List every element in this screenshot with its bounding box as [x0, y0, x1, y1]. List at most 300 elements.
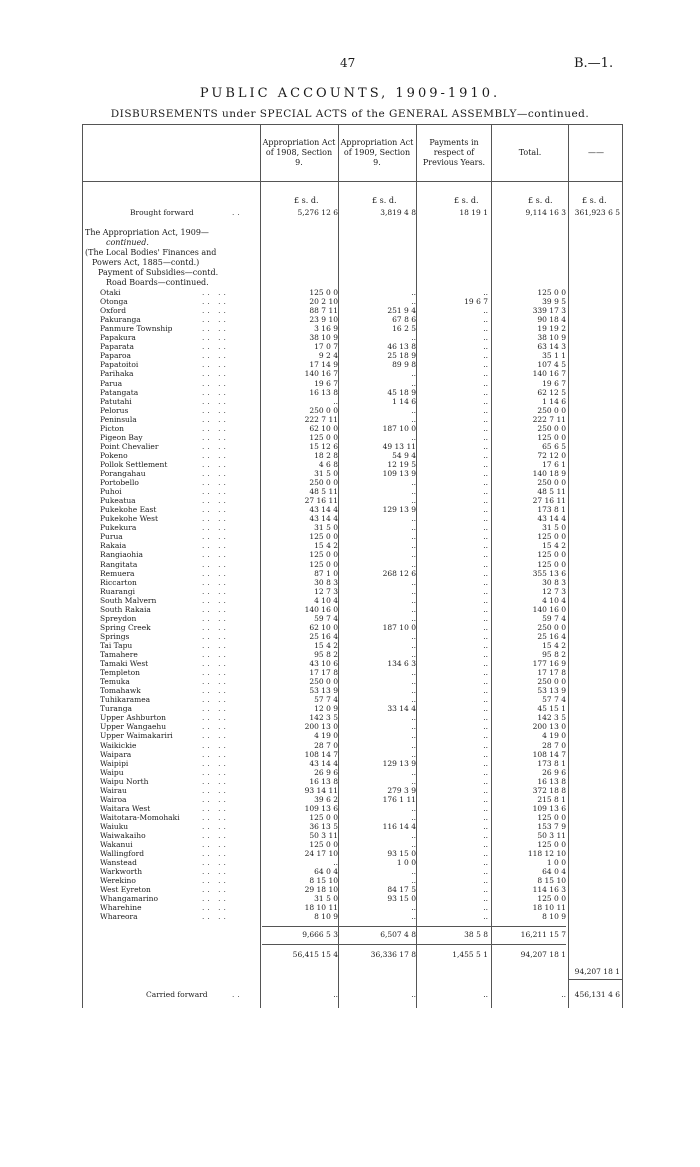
amount-cell: 125 0 0 [537, 559, 566, 569]
amount-cell: .. [483, 595, 488, 605]
amount-cell: .. [411, 378, 416, 388]
section-heading-powers-act: Powers Act, 1885—contd.) [92, 258, 200, 267]
amount-cell: 18 10 11 [304, 903, 338, 913]
table-row [82, 867, 622, 876]
subtotal-rule [262, 926, 566, 927]
amount-cell: 35 1 1 [542, 351, 566, 361]
amount-cell: 16 13 8 [309, 387, 338, 397]
leader-dots: .. .. [202, 758, 229, 768]
leader-dots: .. .. [202, 369, 229, 379]
amount-cell: 12 7 3 [542, 586, 566, 596]
road-board-name: Wakanui [100, 840, 133, 850]
amount-cell: .. [483, 288, 488, 297]
amount-cell: 27 16 11 [532, 496, 566, 506]
amount-cell: .. [411, 776, 416, 786]
road-board-name: Tamahere [100, 650, 138, 659]
road-board-name: Waikickie [100, 740, 137, 750]
column-header-previous-years: Payments in respect of Previous Years. [422, 138, 486, 167]
amount-cell: .. [483, 695, 488, 705]
leader-dots: .. .. [202, 315, 229, 325]
leader-dots: .. .. [202, 912, 229, 922]
table-row [82, 388, 622, 397]
table-right-rule [622, 124, 623, 1008]
table-row [82, 795, 622, 804]
column-header-appropriation-1908: Appropriation Act of 1908, Section 9. [262, 138, 336, 167]
table-row [82, 469, 622, 478]
leader-dots: .. .. [202, 894, 229, 904]
road-board-name: Pukeatua [100, 496, 136, 506]
leader-dots: .. .. [202, 550, 229, 560]
table-row [82, 442, 622, 451]
road-board-name: Werekino [100, 876, 136, 886]
amount-cell: .. [411, 559, 416, 569]
table-row [82, 876, 622, 885]
table-row [82, 650, 622, 659]
amount-cell: .. [411, 604, 416, 614]
road-board-name: Springs [100, 631, 130, 641]
road-board-name: Whangamarino [100, 894, 159, 904]
amount-cell: 8 15 10 [309, 876, 338, 886]
amount-cell: 250 0 0 [309, 478, 338, 488]
leader-dots: .. .. [202, 767, 229, 777]
amount-cell: .. [483, 324, 488, 334]
amount-cell: .. [411, 840, 416, 850]
amount-cell: .. [483, 722, 488, 732]
amount-cell: 28 7 0 [542, 740, 566, 750]
table-row [82, 433, 622, 442]
carried-forward-1909: .. [411, 990, 416, 999]
amount-cell: 268 12 6 [382, 568, 416, 578]
table-row [82, 306, 622, 315]
road-board-name: Pukekura [100, 523, 137, 533]
road-board-name: Oxford [100, 306, 127, 316]
amount-cell: .. [483, 803, 488, 813]
table-row [82, 813, 622, 822]
amount-cell: 279 3 9 [387, 785, 416, 795]
leader-dots: .. .. [202, 903, 229, 913]
amount-cell: .. [411, 640, 416, 650]
road-board-name: Rangitata [100, 559, 138, 569]
table-row [82, 894, 622, 903]
road-board-name: Parihaka [100, 369, 134, 379]
amount-cell: .. [411, 532, 416, 542]
amount-cell: .. [483, 541, 488, 551]
amount-cell: 1 0 0 [396, 858, 416, 868]
amount-cell: 62 12 5 [537, 387, 566, 397]
unit-label: £ s. d. [372, 196, 397, 205]
amount-cell: .. [483, 550, 488, 560]
road-board-name: Pollok Settlement [100, 459, 168, 469]
amount-cell: .. [411, 514, 416, 524]
amount-cell: 109 13 9 [382, 469, 416, 478]
amount-cell: 251 9 4 [387, 306, 416, 316]
table-row [82, 659, 622, 668]
amount-cell: 140 16 0 [304, 604, 338, 614]
road-board-name: Otaki [100, 288, 121, 297]
road-board-name: Pakuranga [100, 315, 141, 325]
amount-cell: .. [483, 351, 488, 361]
amount-cell: 59 7 4 [542, 613, 566, 623]
amount-cell: 125 0 0 [537, 840, 566, 850]
amount-cell: 173 8 1 [537, 505, 566, 515]
amount-cell: .. [483, 677, 488, 687]
amount-cell: .. [483, 876, 488, 886]
amount-cell: 125 0 0 [537, 812, 566, 822]
amount-cell: .. [411, 405, 416, 415]
table-row [82, 451, 622, 460]
amount-cell: 19 6 7 [314, 378, 338, 388]
amount-cell: 89 9 8 [392, 360, 416, 370]
amount-cell: 25 18 9 [387, 351, 416, 361]
amount-cell: .. [483, 369, 488, 379]
road-board-name: Rangiaohia [100, 550, 144, 560]
amount-cell: 57 7 4 [314, 695, 338, 705]
leader-dots: .. .. [202, 803, 229, 813]
leader-dots: .. .. [202, 324, 229, 334]
amount-cell: .. [483, 505, 488, 515]
table-row [82, 840, 622, 849]
column-header-appropriation-1909: Appropriation Act of 1909, Section 9. [340, 138, 414, 167]
leader-dots: .. .. [202, 695, 229, 705]
disbursements-table [82, 124, 622, 1024]
section-heading-road-boards: Road Boards—continued. [106, 278, 209, 287]
amount-cell: .. [411, 831, 416, 840]
road-board-name: Tamaki West [100, 659, 149, 669]
amount-cell: .. [483, 894, 488, 904]
amount-cell: 140 16 7 [304, 369, 338, 379]
amount-cell: 339 17 3 [532, 306, 566, 316]
amount-cell: .. [483, 849, 488, 859]
table-row [82, 379, 622, 388]
table-row [82, 903, 622, 912]
amount-cell: 125 0 0 [309, 559, 338, 569]
table-row [82, 587, 622, 596]
amount-cell: 108 14 7 [304, 749, 338, 759]
subtotal-1908: 9,666 5 3 [302, 930, 338, 939]
leader-dots: .. .. [202, 378, 229, 388]
amount-cell: .. [483, 469, 488, 478]
amount-cell: 16 13 8 [537, 776, 566, 786]
amount-cell: 53 13 9 [309, 686, 338, 696]
amount-cell: .. [483, 586, 488, 596]
amount-cell: 125 0 0 [309, 288, 338, 297]
amount-cell: 12 0 9 [314, 704, 338, 714]
leader-dots: .. .. [202, 794, 229, 804]
amount-cell: 12 19 5 [387, 459, 416, 469]
amount-cell: 26 9 6 [542, 767, 566, 777]
amount-cell: .. [411, 803, 416, 813]
table-row [82, 822, 622, 831]
leader-dots: .. .. [202, 686, 229, 696]
table-row [82, 487, 622, 496]
table-row [82, 912, 622, 921]
amount-cell: 250 0 0 [537, 405, 566, 415]
amount-cell: .. [411, 740, 416, 750]
leader-dots: .. .. [202, 704, 229, 714]
road-board-name: Wairau [100, 785, 127, 795]
brought-forward-row [82, 208, 622, 217]
table-row [82, 532, 622, 541]
amount-cell: 1 14 6 [542, 396, 566, 406]
amount-cell: 8 15 10 [537, 876, 566, 886]
amount-cell: 125 0 0 [309, 812, 338, 822]
table-row [82, 397, 622, 406]
amount-cell: 140 16 7 [532, 369, 566, 379]
amount-cell: .. [411, 297, 416, 307]
road-board-name: Papatoitoi [100, 360, 139, 370]
leader-dots: .. .. [202, 586, 229, 596]
unit-label: £ s. d. [528, 196, 553, 205]
road-board-name: Riccarton [100, 577, 137, 587]
amount-cell: 16 2 5 [392, 324, 416, 334]
amount-cell: .. [411, 749, 416, 759]
leader-dots: .. .. [202, 414, 229, 424]
amount-cell: .. [411, 722, 416, 732]
amount-cell: .. [483, 315, 488, 325]
table-row [82, 596, 622, 605]
table-row [82, 324, 622, 333]
road-board-name: Purua [100, 532, 123, 542]
amount-cell: 43 10 6 [309, 659, 338, 669]
table-row [82, 677, 622, 686]
amount-cell: 43 14 4 [537, 514, 566, 524]
road-board-name: South Rakaia [100, 604, 151, 614]
table-row [82, 804, 622, 813]
leader-dots: .. .. [202, 731, 229, 741]
leader-dots: .. .. [202, 568, 229, 578]
table-row [82, 786, 622, 795]
amount-cell: 250 0 0 [537, 423, 566, 433]
amount-cell: 88 7 11 [309, 306, 338, 316]
road-board-name: Spring Creek [100, 622, 151, 632]
amount-cell: 1 14 6 [392, 396, 416, 406]
amount-cell: .. [483, 631, 488, 641]
amount-cell: 4 19 0 [314, 731, 338, 741]
amount-cell: 250 0 0 [309, 677, 338, 687]
amount-cell: .. [483, 432, 488, 442]
table-row [82, 541, 622, 550]
leader-dots: .. .. [202, 577, 229, 587]
amount-cell: 93 15 0 [387, 849, 416, 859]
amount-cell: 43 14 4 [309, 505, 338, 515]
amount-cell: 3 16 9 [314, 324, 338, 334]
amount-cell: .. [483, 758, 488, 768]
unit-label: £ s. d. [454, 196, 479, 205]
road-board-name: Upper Waimakariri [100, 731, 173, 741]
road-board-name: Pukekohe West [100, 514, 158, 524]
amount-cell: 116 14 4 [382, 821, 416, 831]
table-row [82, 713, 622, 722]
amount-cell: .. [483, 414, 488, 424]
table-row [82, 505, 622, 514]
amount-cell: .. [333, 858, 338, 868]
amount-cell: 125 0 0 [537, 550, 566, 560]
table-row [82, 858, 622, 867]
total-row [82, 950, 622, 959]
road-board-name: Turanga [100, 704, 132, 714]
amount-cell: 31 5 0 [314, 523, 338, 533]
amount-cell: .. [483, 342, 488, 352]
carried-forward-running: 456,131 4 6 [574, 990, 620, 999]
road-board-name: Peninsula [100, 414, 137, 424]
road-board-name: Pigeon Bay [100, 432, 143, 442]
leader-dots: .. .. [202, 677, 229, 687]
amount-cell: 125 0 0 [537, 532, 566, 542]
table-row [82, 849, 622, 858]
amount-cell: 59 7 4 [314, 613, 338, 623]
amount-cell: 57 7 4 [542, 695, 566, 705]
amount-cell: .. [411, 369, 416, 379]
amount-cell: .. [483, 478, 488, 488]
table-row [82, 623, 622, 632]
page-subtitle: DISBURSEMENTS under SPECIAL ACTS of the GENERAL ASSEMBLY—continued. [110, 108, 590, 120]
table-row [82, 523, 622, 532]
amount-cell: .. [483, 840, 488, 850]
amount-cell: 17 6 1 [542, 459, 566, 469]
amount-cell: 173 8 1 [537, 758, 566, 768]
amount-cell: .. [411, 586, 416, 596]
subtotal-total: 16,211 15 7 [520, 930, 566, 939]
amount-cell: 125 0 0 [309, 532, 338, 542]
road-board-name: Paparata [100, 342, 134, 352]
amount-cell: 31 5 0 [314, 894, 338, 904]
leader-dots: .. .. [202, 604, 229, 614]
amount-cell: .. [411, 686, 416, 696]
leader-dots: .. .. [202, 532, 229, 542]
road-board-name: Temuka [100, 677, 130, 687]
amount-cell: 9 2 4 [318, 351, 338, 361]
amount-cell: 43 14 4 [309, 514, 338, 524]
amount-cell: .. [483, 713, 488, 723]
amount-cell: 29 18 10 [304, 885, 338, 895]
amount-cell: .. [411, 550, 416, 560]
leader-dots: .. .. [202, 523, 229, 533]
table-row [82, 496, 622, 505]
amount-cell: .. [483, 867, 488, 877]
table-row [82, 759, 622, 768]
section-heading-continued: continued. [106, 238, 149, 247]
leader-dots: .. .. [202, 441, 229, 451]
amount-cell: .. [411, 631, 416, 641]
amount-cell: 95 8 2 [314, 650, 338, 659]
amount-cell: .. [483, 821, 488, 831]
road-board-name: Papakura [100, 333, 136, 343]
leader-dots: .. .. [202, 821, 229, 831]
amount-cell: .. [411, 876, 416, 886]
road-board-name: Templeton [100, 668, 140, 678]
amount-cell: .. [411, 767, 416, 777]
leader-dots: .. .. [202, 785, 229, 795]
amount-cell: .. [333, 396, 338, 406]
amount-cell: 153 7 9 [537, 821, 566, 831]
amount-cell: 4 19 0 [542, 731, 566, 741]
table-row [82, 342, 622, 351]
leader-dots: .. .. [202, 668, 229, 678]
table-row [82, 569, 622, 578]
amount-cell: .. [411, 668, 416, 678]
amount-cell: .. [483, 831, 488, 840]
amount-cell: 87 1 0 [314, 568, 338, 578]
amount-cell: .. [483, 613, 488, 623]
leader-dots: .. .. [202, 423, 229, 433]
section-heading-act: The Appropriation Act, 1909— [85, 228, 209, 237]
amount-cell: 62 10 0 [309, 423, 338, 433]
road-board-name: Upper Ashburton [100, 713, 167, 723]
leader-dots: .. .. [202, 496, 229, 506]
amount-cell: .. [483, 640, 488, 650]
road-board-name: Parua [100, 378, 123, 388]
table-row [82, 704, 622, 713]
amount-cell: .. [483, 523, 488, 533]
amount-cell: .. [483, 333, 488, 343]
leader-dots: .. .. [202, 514, 229, 524]
leader-dots: .. .. [202, 306, 229, 316]
amount-cell: 24 17 10 [304, 849, 338, 859]
leader-dots: .. .. [202, 613, 229, 623]
amount-cell: 45 15 1 [537, 704, 566, 714]
road-board-name: Point Chevalier [100, 441, 159, 451]
amount-cell: 15 4 2 [542, 541, 566, 551]
leader-dots: .. [232, 990, 243, 999]
amount-cell: .. [483, 858, 488, 868]
leader-dots: .. .. [202, 459, 229, 469]
table-row [82, 360, 622, 369]
amount-cell: 36 13 5 [309, 821, 338, 831]
amount-cell: .. [411, 713, 416, 723]
amount-cell: 125 0 0 [537, 894, 566, 904]
amount-cell: .. [411, 487, 416, 497]
header-rule [82, 181, 622, 182]
amount-cell: .. [483, 704, 488, 714]
amount-cell: .. [411, 577, 416, 587]
amount-cell: 372 18 8 [532, 785, 566, 795]
amount-cell: 250 0 0 [309, 405, 338, 415]
table-row [82, 406, 622, 415]
amount-cell: .. [411, 912, 416, 922]
page-number: 47 [340, 56, 356, 70]
amount-cell: .. [483, 604, 488, 614]
road-board-name: Ruarangi [100, 586, 136, 596]
amount-cell: 38 10 9 [309, 333, 338, 343]
amount-cell: .. [483, 441, 488, 451]
amount-cell: 109 13 6 [304, 803, 338, 813]
road-board-name: Waitara West [100, 803, 151, 813]
column-header-blank: —— [588, 148, 604, 157]
amount-cell: 187 10 0 [382, 622, 416, 632]
road-board-name: Whareora [100, 912, 138, 922]
amount-cell: 16 13 8 [309, 776, 338, 786]
amount-cell: 93 14 11 [304, 785, 338, 795]
amount-cell: 8 10 9 [314, 912, 338, 922]
table-row [82, 351, 622, 360]
amount-cell: .. [483, 459, 488, 469]
leader-dots: .. .. [202, 831, 229, 840]
table-row [82, 369, 622, 378]
road-board-name: Waipu [100, 767, 124, 777]
amount-cell: .. [483, 686, 488, 696]
amount-cell: .. [483, 450, 488, 460]
road-board-name: Paparoa [100, 351, 132, 361]
road-board-name: Spreydon [100, 613, 137, 623]
amount-cell: 222 7 11 [304, 414, 338, 424]
amount-cell: 72 12 0 [537, 450, 566, 460]
amount-cell: 17 17 8 [309, 668, 338, 678]
amount-cell: 142 3 5 [309, 713, 338, 723]
total-1909: 36,336 17 8 [370, 950, 416, 959]
section-heading-subsidies: Payment of Subsidies—contd. [98, 268, 219, 277]
amount-cell: 17 14 9 [309, 360, 338, 370]
amount-cell: 65 6 5 [542, 441, 566, 451]
